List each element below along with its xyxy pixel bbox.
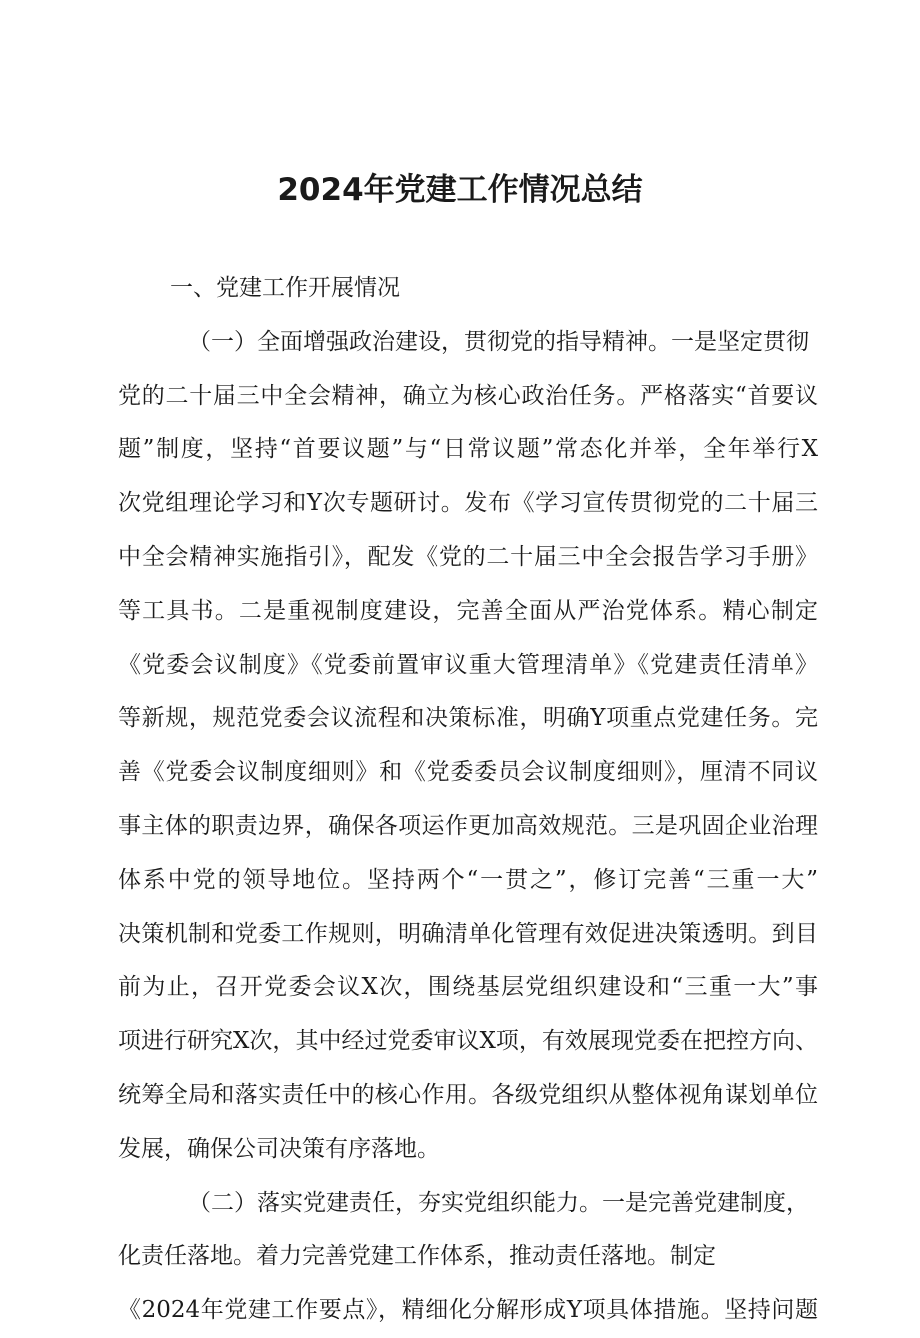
- body-line: 决策机制和党委工作规则，明确清单化管理有效促进决策透明。到目: [118, 920, 818, 947]
- section-heading: 一、党建工作开展情况: [170, 275, 400, 301]
- body-line: 次党组理论学习和Y次专题研讨。发布《学习宣传贯彻党的二十届三: [118, 490, 818, 517]
- body-line: 题”制度，坚持“首要议题”与“日常议题”常态化并举，全年举行X: [118, 436, 818, 463]
- body-line: 事主体的职责边界，确保各项运作更加高效规范。三是巩固企业治理: [118, 812, 818, 839]
- body-line: 前为止，召开党委会议X次，围绕基层党组织建设和“三重一大”事: [118, 974, 818, 1001]
- body-line: 中全会精神实施指引》，配发《党的二十届三中全会报告学习手册》: [118, 543, 818, 570]
- body-line: （一）全面增强政治建设，贯彻党的指导精神。一是坚定贯彻: [188, 328, 809, 355]
- document-title: 2024年党建工作情况总结: [277, 172, 643, 208]
- body-line: 项进行研究X次，其中经过党委审议X项，有效展现党委在把控方向、: [118, 1028, 818, 1055]
- body-line: （二）落实党建责任，夯实党组织能力。一是完善党建制度，: [188, 1189, 809, 1216]
- body-lines: [118, 316, 818, 1338]
- body-line: 党的二十届三中全会精神，确立为核心政治任务。严格落实“首要议: [118, 382, 818, 409]
- body-line: 善《党委会议制度细则》和《党委委员会议制度细则》，厘清不同议: [118, 759, 818, 786]
- body-line: 等工具书。二是重视制度建设，完善全面从严治党体系。精心制定: [118, 597, 818, 624]
- document-body: [118, 262, 818, 1338]
- body-line: 《2024年党建工作要点》，精细化分解形成Y项具体措施。坚持问题: [118, 1297, 818, 1324]
- body-line: 体系中党的领导地位。坚持两个“一贯之”，修订完善“三重一大”: [118, 866, 818, 893]
- body-line: 《党委会议制度》《党委前置审议重大管理清单》《党建责任清单》: [118, 651, 818, 678]
- body-line: 发展，确保公司决策有序落地。: [118, 1135, 440, 1162]
- body-line: 化责任落地。着力完善党建工作体系，推动责任落地。制定: [118, 1243, 716, 1270]
- body-line: 等新规，规范党委会议流程和决策标准，明确Y项重点党建任务。完: [118, 705, 818, 732]
- body-line: 统筹全局和落实责任中的核心作用。各级党组织从整体视角谋划单位: [118, 1081, 818, 1108]
